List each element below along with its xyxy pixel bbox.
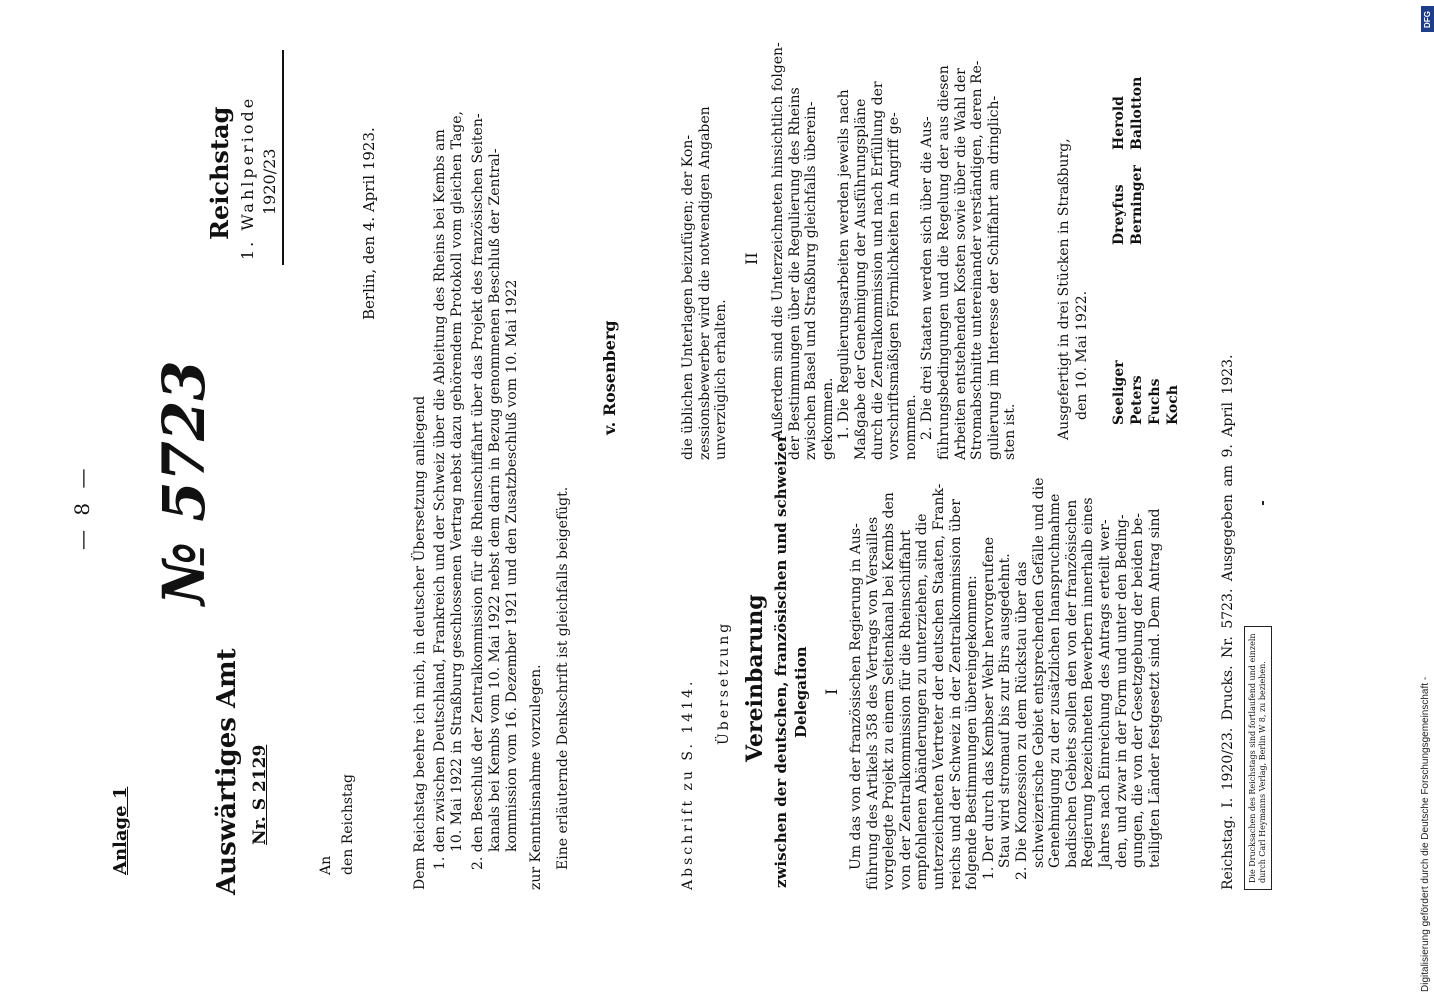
signatories-column-3	[1110, 30, 1146, 150]
signatory-name: Ballotton	[1129, 76, 1145, 150]
office-reference: Nr. S 2129	[250, 744, 270, 845]
right-col-line: der Bestimmungen über die Regulierung des Rheins	[786, 87, 803, 460]
document-number-title: № 5723	[150, 360, 218, 605]
agreement-title: Vereinbarung	[742, 594, 768, 762]
right-col-line: durch die Zentralkommission und nach Erfüllung der	[869, 81, 886, 460]
signatory-name: Berninger	[1129, 165, 1145, 245]
agreement-left-column	[848, 470, 1163, 890]
left-col-line: gungen, die von der Gesetzgebung der beiden be-	[1130, 513, 1147, 868]
footer-line: Reichstag. I. 1920/23. Drucks. Nr. 5723. Ausgegeben am 9. April 1923.	[1220, 354, 1236, 890]
left-col-line: teiligten Länder festgesetzt sind. Dem Antrag sind	[1146, 508, 1163, 868]
right-col-line: Außerdem sind die Unterzeichneten hinsichtlich folgen-	[770, 42, 786, 440]
signatory-name: Dreyfus	[1111, 184, 1127, 245]
left-col-line: reichs und der Schweiz in der Zentralkommission über	[947, 499, 964, 890]
anlage-label: Anlage 1	[110, 786, 131, 875]
electoral-period-years: 1920/23	[260, 148, 279, 215]
letter-item-2-line-1: 2. den Beschluß der Zentralkommission für die Rheinschiffahrt über das Projekt des französischen Seiten-	[470, 113, 486, 870]
right-col-line: Stromabschnitte untereinander verständigen, deren Re-	[969, 60, 986, 460]
dfg-logo-text: DFG	[1423, 10, 1433, 28]
letter-item-1-line-2: 10. Mai 1922 in Straßburg geschlossenen Vertrag nebst dazu gehörendem Protokoll vom gleichen Tage,	[449, 111, 465, 852]
left-col-line: Genehmigung zu der zusätzlichen Inanspruchnahme	[1047, 493, 1064, 868]
right-col-line: 2. Die drei Staaten werden sich über die Aus-	[919, 116, 936, 440]
left-col-line: Jahres nach Einreichung des Antrags erteilt wer-	[1096, 519, 1113, 868]
agreement-subtitle-1: zwischen der deutschen, französischen und schweizer	[772, 434, 790, 888]
dfg-logo-icon	[1421, 6, 1434, 32]
agreement-right-column-top	[680, 20, 730, 460]
agreement-subtitle-2: Delegation	[792, 646, 810, 738]
translation-label: Übersetzung	[716, 620, 732, 745]
left-col-line: Stau wird stromauf bis zur Birs ausgedehnt.	[997, 553, 1014, 868]
recipient-line-2: den Reichstag	[340, 774, 356, 875]
electoral-period: 1. Wahlperiode	[238, 95, 257, 260]
digitization-credit	[1418, 8, 1434, 992]
left-col-line: folgende Bestimmungen übereingekommen:	[964, 575, 981, 890]
left-col-line: vorgelegte Projekt zu einem Seitenkanal bei Kembs den	[881, 492, 898, 890]
section-2-heading: II	[742, 252, 761, 265]
left-col-line: empfohlenen Abänderungen zu unterziehen, sind die	[914, 513, 931, 890]
office-name: Auswärtiges Amt	[212, 648, 242, 895]
left-col-line: von der Zentralkommission für die Rheinschiffahrt	[897, 529, 914, 890]
right-col-line: sten ist.	[1002, 403, 1019, 460]
left-col-line: badischen Gebiets sollen den von der französischen	[1063, 499, 1080, 868]
left-col-line: Um das von der französischen Regierung in Aus-	[848, 523, 864, 870]
letter-closing: zur Kenntnisnahme vorzulegen.	[528, 664, 544, 890]
signatory-name: Fuchs	[1147, 378, 1163, 425]
right-col-line: gulierung im Interesse der Schiffahrt am dringlich-	[985, 95, 1002, 460]
right-col-line: Maßgabe der Genehmigung der Ausführungspläne	[852, 98, 869, 460]
period-brace-line	[282, 50, 284, 265]
left-col-line: unterzeichneten Vertreter der deutschen Staaten, Frank-	[930, 483, 947, 890]
parliament-name: Reichstag	[205, 106, 234, 240]
right-col-line: 1. Die Regulierungsarbeiten werden jeweils nach	[836, 89, 853, 440]
signatory-name: Seeliger	[1111, 360, 1127, 425]
right-col-line: nommen.	[902, 394, 919, 460]
printer-note-line-1: Die Drucksachen des Reichstags sind fortlaufend und einzeln	[1248, 633, 1257, 883]
left-col-line: 1. Der durch das Kembser Wehr hervorgerufene	[980, 536, 997, 880]
dateline: Berlin, den 4. April 1923.	[360, 127, 378, 320]
letter-signature: v. Rosenberg	[600, 320, 619, 435]
digitization-credit-text: Digitalisierung gefördert durch die Deutsche Forschungsgemeinschaft -	[1420, 676, 1431, 992]
execution-line-2: den 10. Mai 1922.	[1074, 290, 1090, 420]
right-col-line: vorschriftsmäßigen Förmlichkeiten in Angriff ge-	[886, 112, 903, 460]
execution-line-1: Ausgefertigt in drei Stücken in Straßburg,	[1056, 138, 1072, 440]
agreement-right-column-section-2	[770, 20, 1019, 460]
right-col-line: unverzüglich erhalten.	[713, 299, 730, 460]
signatory-name: Peters	[1129, 375, 1145, 425]
right-col-line: Arbeiten entstehenden Kosten sowie über die Wahl der	[952, 68, 969, 460]
letter-enclosure: Eine erläuternde Denkschrift ist gleichfalls beigefügt.	[555, 486, 571, 870]
letter-item-2-line-3: kommission vom 16. Dezember 1921 und den Zusatzbeschluß vom 10. Mai 1922	[504, 279, 520, 852]
left-col-line: Regierung bezeichneten Bewerbern innerhalb eines	[1080, 497, 1097, 868]
recipient-line-1: An	[318, 855, 334, 875]
left-col-line: 2. Die Konzession zu dem Rückstau über das	[1013, 561, 1030, 880]
page-number: — 8 —	[70, 464, 94, 550]
left-col-line: führung des Artikels 358 des Vertrags von Versailles	[864, 516, 881, 890]
right-col-line: die üblichen Unterlagen beizufügen; der Kon-	[680, 134, 696, 460]
print-mark	[1262, 501, 1264, 505]
letter-item-2-line-2: kanals bei Kembs vom 10. Mai 1922 nebst dem darin in Bezug genommenen Beschluß der Zentral-	[487, 148, 503, 852]
signatory-name: Koch	[1165, 385, 1181, 425]
signatory-name: Herold	[1111, 96, 1127, 150]
right-col-line: zwischen Basel und Straßburg gleichfalls überein-	[803, 101, 820, 460]
left-col-line: den, und zwar in der Form und unter den Beding-	[1113, 514, 1130, 868]
right-col-line: führungsbedingungen und die Regelung der aus diesen	[935, 65, 952, 460]
right-col-line: gekommen.	[819, 377, 836, 460]
printer-note-box	[1244, 626, 1272, 890]
letter-item-1-line-1: 1. den zwischen Deutschland, Frankreich und der Schweiz über die Ableitung des Rheins bei Kembs am	[432, 129, 448, 870]
left-col-line: schweizerische Gebiet entsprechenden Gefälle und die	[1030, 477, 1047, 868]
signatories-column-1	[1110, 305, 1182, 425]
right-col-line: zessionsbewerber wird die notwendigen Angaben	[696, 106, 713, 460]
letter-intro: Dem Reichstag beehre ich mich, in deutscher Übersetzung anliegend	[412, 395, 428, 890]
section-1-heading: I	[822, 688, 841, 695]
printer-note-line-2: durch Carl Heymanns Verlag, Berlin W 8, zu beziehen.	[1258, 661, 1267, 883]
copy-label: Abschrift zu S. 1414.	[680, 678, 696, 890]
